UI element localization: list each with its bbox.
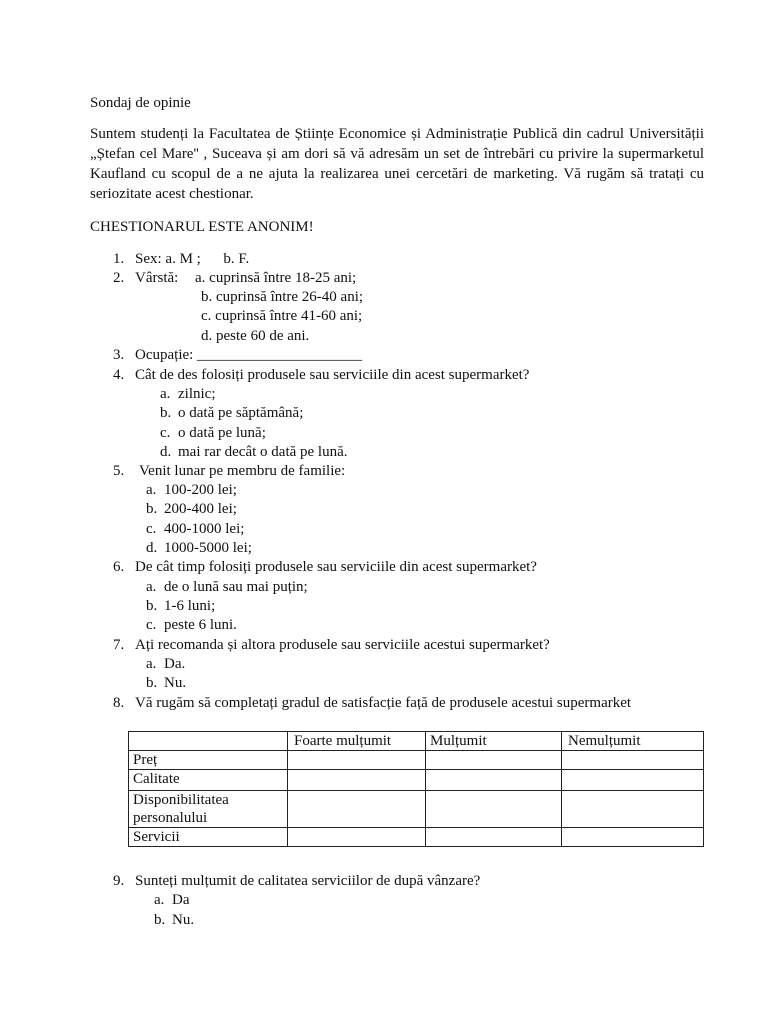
q6-option-c: c. peste 6 luni. — [146, 617, 237, 633]
table-row — [129, 791, 704, 828]
q4-option-b: b. o dată pe săptămână; — [160, 405, 304, 421]
answer-cell[interactable] — [288, 770, 426, 791]
question-number: 4. — [113, 367, 125, 383]
row-label: Servicii — [129, 828, 288, 847]
question-6 — [113, 558, 537, 577]
age-option-d: d. peste 60 de ani. — [201, 328, 310, 344]
question-number: 9. — [113, 873, 125, 889]
question-text: Sex: a. M ; b. F. — [135, 251, 250, 267]
table-row — [129, 770, 704, 791]
anonymous-notice: CHESTIONARUL ESTE ANONIM! — [90, 219, 314, 235]
question-4 — [113, 366, 529, 385]
table-header-row — [129, 732, 704, 751]
q4-option-a: a. zilnic; — [160, 386, 216, 402]
question-9 — [113, 872, 480, 891]
question-2 — [113, 269, 178, 288]
age-option-a: a. cuprinsă între 18-25 ani; — [195, 270, 357, 286]
q5-option-d: d. 1000-5000 lei; — [146, 540, 252, 556]
q7-option-a: a. Da. — [146, 656, 186, 672]
question-1 — [113, 250, 249, 269]
row-label: Preț — [129, 751, 288, 770]
table-row — [129, 828, 704, 847]
answer-cell[interactable] — [562, 751, 704, 770]
table-header-cell: Mulțumit — [426, 732, 562, 751]
question-text: De cât timp folosiți produsele sau serviciile din acest supermarket? — [135, 559, 537, 575]
intro-paragraph: Suntem studenți la Facultatea de Științe Economice și Administrație Publică din cadrul Universității „Ștefan cel Mare'' , Suceava și am dori să vă adresăm un set de întrebări cu privire la supermarketul Kaufland cu scopul de a ne ajuta la realizarea unei cercetări de marketing. Vă rugăm să tratați cu seriozitate acest chestionar. — [90, 126, 704, 202]
q9-option-b: b. Nu. — [154, 912, 195, 928]
row-label: Disponibilitatea personalului — [129, 791, 288, 828]
answer-cell[interactable] — [426, 828, 562, 847]
question-text: Venit lunar pe membru de familie: — [139, 463, 346, 479]
answer-cell[interactable] — [288, 751, 426, 770]
answer-cell[interactable] — [288, 791, 426, 828]
question-number: 8. — [113, 695, 125, 711]
question-number: 7. — [113, 637, 125, 653]
answer-cell[interactable] — [562, 828, 704, 847]
answer-cell[interactable] — [426, 751, 562, 770]
question-number: 6. — [113, 559, 125, 575]
page-title: Sondaj de opinie — [90, 95, 191, 111]
answer-cell[interactable] — [562, 770, 704, 791]
question-label: Vârstă: — [135, 270, 179, 286]
question-number: 1. — [113, 251, 125, 267]
q6-option-a: a. de o lună sau mai puțin; — [146, 579, 308, 595]
question-text: Ocupație: ______________________ — [135, 347, 363, 363]
question-5 — [113, 462, 345, 481]
question-text: Sunteți mulțumit de calitatea serviciilor de după vânzare? — [135, 873, 481, 889]
age-option-c: c. cuprinsă între 41-60 ani; — [201, 308, 363, 324]
q4-option-c: c. o dată pe lună; — [160, 425, 266, 441]
q5-option-a: a. 100-200 lei; — [146, 482, 237, 498]
question-3 — [113, 346, 362, 365]
question-number: 5. — [113, 463, 125, 479]
q4-option-d: d. mai rar decât o dată pe lună. — [160, 444, 348, 460]
question-number: 2. — [113, 270, 125, 286]
age-option-b: b. cuprinsă între 26-40 ani; — [201, 289, 364, 305]
satisfaction-table — [128, 731, 704, 847]
q7-option-b: b. Nu. — [146, 675, 187, 691]
answer-cell[interactable] — [426, 770, 562, 791]
question-number: 3. — [113, 347, 125, 363]
table-header-cell: Nemulțumit — [562, 732, 704, 751]
question-8 — [113, 694, 631, 713]
q5-option-c: c. 400-1000 lei; — [146, 521, 245, 537]
table-header-cell — [129, 732, 288, 751]
row-label: Calitate — [129, 770, 288, 791]
question-7 — [113, 636, 550, 655]
q6-option-b: b. 1-6 luni; — [146, 598, 216, 614]
q9-option-a: a. Da — [154, 892, 190, 908]
table-row — [129, 751, 704, 770]
answer-cell[interactable] — [426, 791, 562, 828]
table-header-cell: Foarte mulțumit — [288, 732, 426, 751]
question-text: Ați recomanda și altora produsele sau serviciile acestui supermarket? — [135, 637, 550, 653]
q5-option-b: b. 200-400 lei; — [146, 501, 237, 517]
answer-cell[interactable] — [288, 828, 426, 847]
question-text: Cât de des folosiți produsele sau serviciile din acest supermarket? — [135, 367, 530, 383]
question-text: Vă rugăm să completați gradul de satisfacție față de produsele acestui supermarket — [135, 695, 632, 711]
answer-cell[interactable] — [562, 791, 704, 828]
